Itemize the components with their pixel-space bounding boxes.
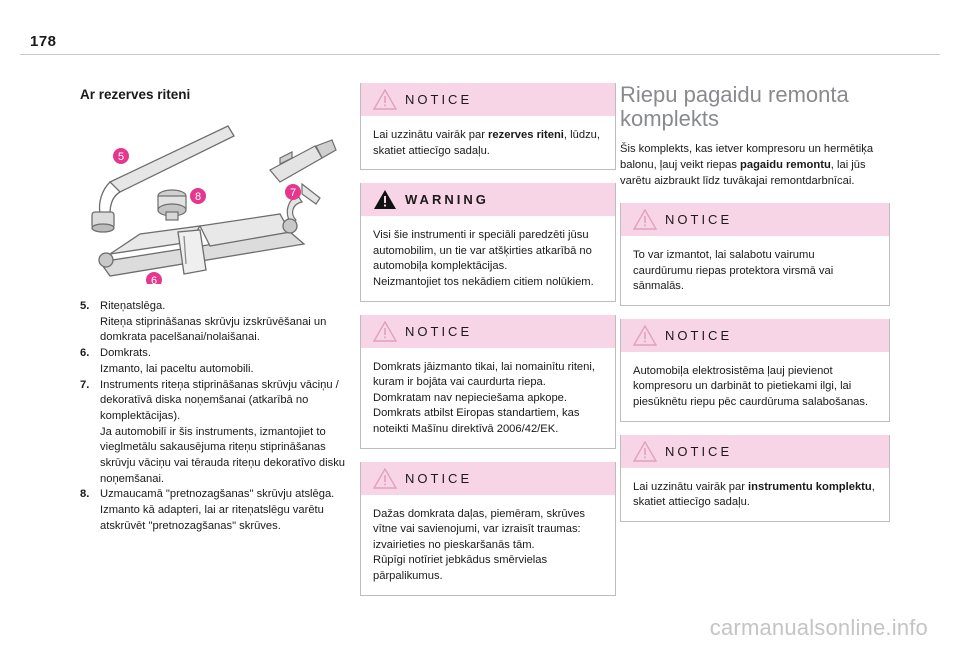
notice-text: Lai uzzinātu vairāk par rezerves riteni, lūdzu, skatiet attiecīgo sadaļu.: [373, 129, 600, 157]
callout-8: [190, 188, 206, 204]
warning-label: WARNING: [405, 192, 489, 208]
notice-box: [360, 315, 616, 449]
notice-box: [620, 203, 890, 306]
notice-label: NOTICE: [665, 327, 733, 343]
notice-box: [360, 83, 616, 170]
notice-text: Dažas domkrata daļas, piemēram, skrūves vītne vai savienojumi, var izraisīt traumas: izvairieties no pieskaršanās tām. Rūpīgi notīriet jebkādus smērvielas pārpalikumus.: [373, 507, 586, 582]
warning-text: Visi šie instrumenti ir speciāli paredzēti jūsu automobilim, un tie var atšķirties atkarībā no automobiļa komplektācijas. Neizmantojiet tos nekādiem citiem nolūkiem.: [373, 229, 594, 288]
notice-text: To var izmantot, lai salabotu vairumu caurdūrumu riepas protektora virsmā vai sānmalās.: [633, 249, 834, 293]
section-title: Ar rezerves riteni: [80, 87, 191, 102]
notice-box: [360, 462, 616, 596]
svg-text:8: 8: [194, 191, 202, 203]
intro-paragraph: Šis komplekts, kas ietver kompresoru un hermētiķa balonu, ļauj veikt riepas pagaidu remontu, lai jūs varētu aizbraukt līdz tuvākajai remontdarbnīcai.: [620, 143, 874, 187]
list-item: 8. Uzmaucamā "pretnozagšanas" skrūvju atslēga. Izmanto kā adapteri, lai ar riteņatslēgu varētu atskrūvēt "pretnozagšanas" skrūves.: [80, 488, 335, 532]
caution-triangle-icon: [633, 441, 657, 462]
caution-triangle-icon: [373, 321, 397, 342]
watermark: carmanualsonline.info: [709, 615, 928, 640]
wheel-brace-icon: [92, 126, 234, 232]
tool-item-list: [80, 299, 348, 535]
callout-7: [285, 184, 301, 200]
notice-box: [620, 319, 890, 422]
tool-kit-drawing: [80, 114, 348, 284]
notice-box: [620, 435, 890, 522]
right-column: [620, 80, 890, 522]
list-item: 5. Riteņatslēga. Riteņa stiprināšanas skrūvju izskrūvēšanai un domkrata pacelšanai/nolaišanai.: [80, 300, 327, 344]
page-number: 178: [30, 33, 57, 50]
anti-theft-adapter-icon: [158, 190, 186, 220]
notice-label: NOTICE: [665, 212, 733, 227]
warning-box: [360, 183, 616, 301]
svg-text:7: 7: [289, 187, 297, 199]
middle-column: [360, 80, 616, 596]
caution-triangle-icon: [633, 325, 657, 346]
svg-text:6: 6: [150, 275, 158, 284]
notice-text: Automobiļa elektrosistēma ļauj pievienot kompresoru un darbināt to pietiekami ilgi, lai piesūknētu riepu pēc caurdūruma salabošanas.: [633, 364, 869, 408]
jack-icon: [99, 214, 304, 276]
svg-text:5: 5: [117, 151, 125, 163]
caution-triangle-icon: [633, 209, 657, 230]
callout-6: [146, 272, 162, 284]
list-item: 7. Instruments riteņa stiprināšanas skrūvju vāciņu / dekoratīvā diska noņemšanai (atkarībā no komplektācijas). Ja automobilī ir šis instruments, izmantojiet to vieglmetālu sakausējuma riteņu stiprināšanas skrūvju vāciņu vai tērauda riteņu dekoratīvo disku noņemšanai.: [80, 378, 346, 485]
header-rule: [20, 54, 940, 55]
caution-triangle-icon: [373, 468, 397, 489]
callout-5: [113, 148, 129, 164]
left-column: [80, 80, 348, 535]
notice-label: NOTICE: [665, 443, 733, 459]
caution-triangle-icon: [373, 89, 397, 110]
notice-label: NOTICE: [405, 92, 473, 107]
hubcap-tool-icon: [270, 140, 336, 224]
notice-text: Domkrats jāizmanto tikai, lai nomainītu riteni, kuram ir bojāta vai caurdurta riepa. Domkratam nav nepieciešama apkope. Domkrats atbilst Eiropas standartiem, kas noteikti Mašīnu direktīvā 2006/42/EK.: [373, 360, 595, 435]
list-item: 6. Domkrats. Izmanto, lai paceltu automobili.: [80, 347, 254, 375]
notice-label: NOTICE: [405, 323, 473, 339]
notice-text: Lai uzzinātu vairāk par instrumentu komplektu, skatiet attiecīgo sadaļu.: [633, 480, 875, 509]
warning-triangle-icon: [373, 189, 397, 210]
section-heading: Riepu pagaidu remonta komplekts: [620, 82, 849, 131]
notice-label: NOTICE: [405, 470, 473, 486]
tool-kit-illustration: [80, 114, 348, 284]
